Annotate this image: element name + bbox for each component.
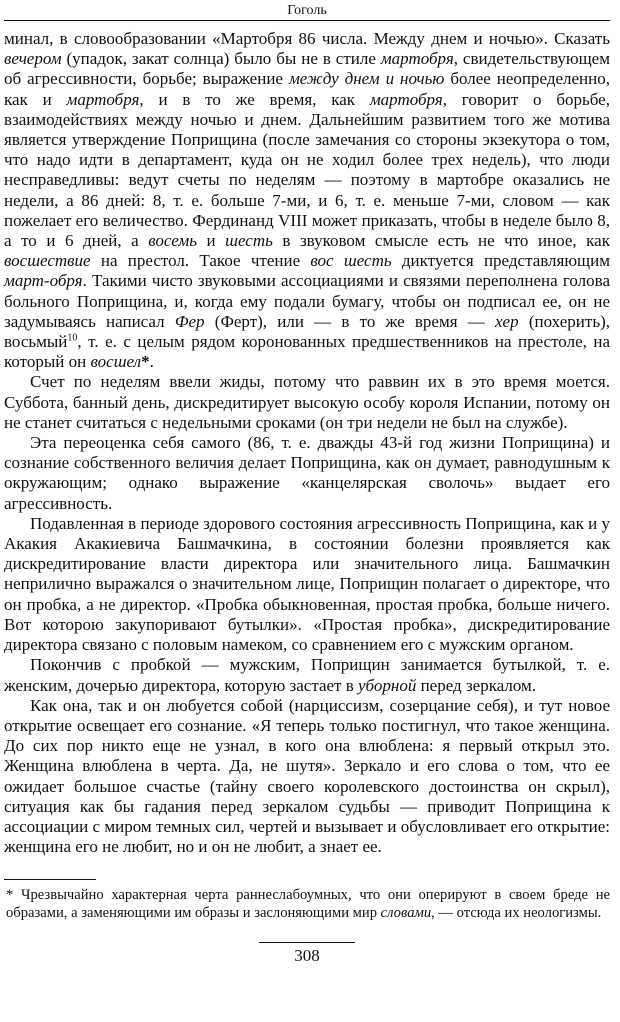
text-run: (упадок, закат солнца) было бы не в стиле: [61, 49, 381, 69]
paragraph: [4, 655, 610, 695]
text-run: , и в то же время, как: [139, 89, 370, 109]
italic-run: словами: [380, 905, 432, 922]
footnote-separator: [4, 879, 96, 880]
text-run: Как она, так и он любуется собой (нарциссизм, созерцание себя), и тут новое открытие освещает его сознание. «Я теперь только постигнул, что такое женщина. До сих пор никто еще не узнал, в кого она влюблена: я первый открыл это. Женщина влюблена в черта. Да, не шутя». Зеркало и его слова о том, что ее ожидает большое счастье (тайну своего королевского достоинства он скрыл), ситуация как бы гадания перед зеркалом судьбы — приводит Поприщина к ассоциации с миром темных сил, чертей и вызывает и обусловливает его открытие: женщина его не любит, но и он не любит, а знает ее.: [4, 695, 610, 857]
page-number: 308: [294, 946, 320, 966]
text-run: в звуковом смысле есть не что иное, как: [272, 231, 610, 251]
main-text: [4, 29, 610, 857]
text-run: более неопределенно, как и: [4, 69, 611, 109]
text-run: * Чрезвычайно характерная черта раннеслабоумных, что они оперируют в своем бреде не образами, а заменяющими им образы и заслоняющими мир: [6, 887, 610, 922]
italic-run: восшел: [90, 352, 142, 372]
paragraph: [4, 696, 610, 858]
italic-run: мартобря: [380, 49, 454, 69]
paragraph: [4, 514, 610, 655]
text-run: (похерить), восьмый: [4, 311, 610, 352]
text-run: диктуется представляющим: [391, 251, 611, 271]
paragraph: [4, 29, 610, 372]
text-run: Счет по неделям ввели жиды, потому что раввин их в это время моется. Суббота, банный день, дискредитирует высокую особу короля Испании, потому он не станет считаться с недельными сроками (он три недели не был на службе).: [4, 372, 610, 432]
italic-run: между днем и ночью: [288, 69, 445, 89]
italic-run: хер: [495, 311, 519, 331]
text-run: минал, в словообразовании «Мартобря 86 числа. Между днем и ночью». Сказать: [4, 29, 610, 48]
text-run: Эта переоценка себя самого (86, т. е. дважды 43-й год жизни Поприщина) и сознание собственного величия делает Поприщина, как он думает, равнодушным к окружающим; однако выражение «канцелярская сволочь» выдает его агрессивность.: [4, 433, 610, 513]
italic-run: уборной: [358, 675, 417, 695]
text-run: Покончив с пробкой — мужским, Поприщин занимается бутылкой, т. е. женским, дочерью директора, которую застает в: [4, 655, 610, 695]
italic-run: март-обря: [4, 271, 83, 291]
footnote-mark: *: [141, 352, 150, 372]
text-run: , свидетельствующем об агрессивности, борьбе; выражение: [4, 49, 610, 89]
italic-run: мартобря: [369, 89, 443, 109]
text-run: . Такими чисто звуковыми ассоциациями и связями переполнена голова больного Поприщина, и, когда ему подали бумагу, чтобы он подписал ее, он не задумываясь написал: [4, 271, 610, 331]
endnote-ref: 10: [67, 332, 78, 344]
italic-run: Фер: [174, 311, 205, 331]
running-head: Гоголь: [287, 3, 327, 18]
text-run: .: [149, 352, 154, 372]
text-run: и: [196, 231, 226, 251]
paragraph: [4, 372, 610, 433]
text-run: (Ферт), или — в то же время —: [204, 311, 496, 331]
text-run: Подавленная в периоде здорового состояния агрессивность Поприщина, как и у Акакия Акакиевича Башмачкина, в состоянии болезни проявляется как дискредитирование власти директора или значительного лица. Башмачкин неприлично выражался о значительном лице, Поприщин полагает о директоре, что он пробка, а не директор. «Пробка обыкновенная, простая пробка, больше ничего. Вот которою закупоривают бутылки». «Простая пробка», дискредитирование директора связано с половым намеком, со сравнением его с мужским органом.: [4, 513, 610, 655]
italic-run: вос шесть: [310, 251, 392, 271]
italic-run: мартобря: [66, 89, 140, 109]
italic-run: вечером: [4, 49, 62, 69]
italic-run: восшествие: [4, 251, 91, 271]
text-run: , — отсюда их неологизмы.: [431, 905, 602, 922]
text-run: перед зеркалом.: [416, 675, 537, 695]
text-run: на престол. Такое чтение: [90, 251, 311, 271]
footnote: [4, 886, 610, 922]
text-run: , т. е. с целым рядом коронованных предшественников на престоле, на который он: [4, 332, 610, 372]
paragraph: [4, 433, 610, 514]
italic-run: шесть: [225, 231, 273, 251]
text-run: , говорит о борьбе, взаимодействиях между ночью и днем. Дальнейшим развитием того же мотива является утверждение Поприщина (после замечания со стороны экзекутора о том, что надо идти в департамент, куда он не ходил более трех недель), что люди несправедливы: ведут счеты по неделям — поэтому в мартобре оказались не недели, а 86 дней: 8, т. е. больше 7-ми, и 6, т. е. меньше 7-ми, словом — как пожелает его величество. Фердинанд VIII может приказать, чтобы в неделе было 8, а то и 6 дней, а: [4, 89, 610, 251]
page-number-rule: [259, 942, 355, 943]
header-rule: [4, 20, 610, 21]
italic-run: восемь: [148, 231, 197, 251]
